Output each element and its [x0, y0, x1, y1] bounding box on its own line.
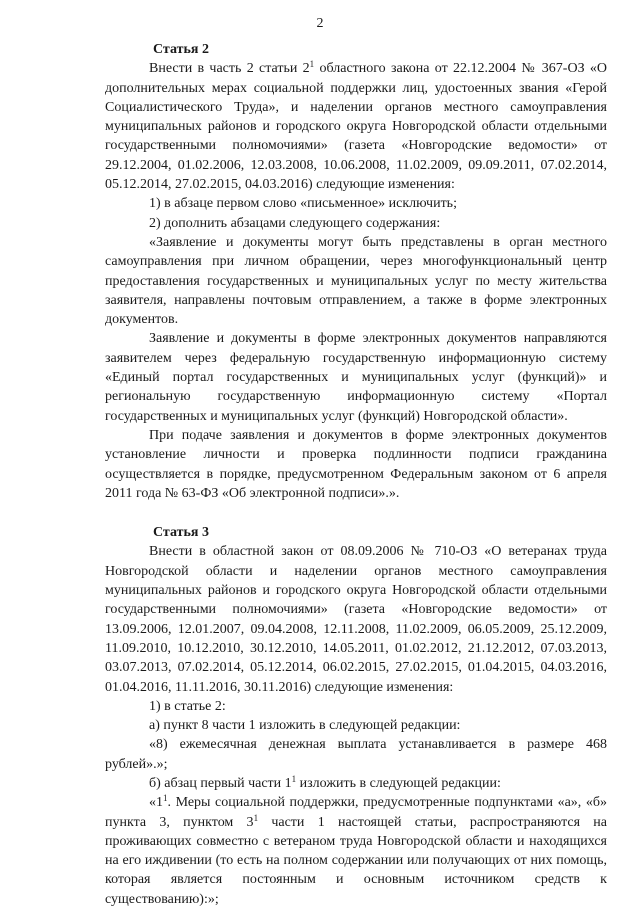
article-3-quote-open: «1 [149, 795, 163, 811]
article-2-quote-paragraph-3: При подаче заявления и документов в форме электронных документов установление личности и проверка подлинности подписи гражданина осуществляется в порядке, предусмотренном Федеральным законом от 6 апреля 2011 года № 63-ФЗ «Об электронной подписи».». [105, 427, 607, 501]
article-3-item-1: 1) в статье 2: [149, 698, 226, 714]
article-2-item-2: 2) дополнить абзацами следующего содержания: [149, 215, 441, 231]
article-3-quote-text: . Меры социальной поддержки, предусмотренные подпунктами «а», «б» пункта 3, пунктом 3 [105, 795, 607, 830]
article-2-intro-text-continued: областного закона от 22.12.2004 № 367-ОЗ «О дополнительных мерах социальной поддержки лиц, удостоенных звания «Герой Социалистического Труда», и наделении органов местного самоуправления муниципальных районов и городского округа Новгородской области отдельными государственными полномочиями» (газета «Новгородские ведомости» от 29.12.2004, 01.02.2006, 12.03.2008, 10.06.2008, 11.02.2009, 09.09.2011, 07.02.2014, 05.12.2014, 27.02.2015, 04.03.2016) следующие изменения: [105, 61, 608, 193]
article-3-intro: Внести в областной закон от 08.09.2006 № 710-ОЗ «О ветеранах труда Новгородской области и наделении органов местного самоуправления муниципальных районов и городского округа Новгородской области отдельными государственными полномочиями» (газета «Новгородские ведомости» от 13.09.2006, 12.01.2007, 09.04.2008, 12.11.2008, 11.02.2009, 06.05.2009, 25.12.2009, 11.09.2010, 10.12.2010, 30.12.2010, 14.05.2011, 01.02.2012, 21.12.2012, 07.03.2013, 03.07.2013, 07.02.2014, 05.12.2014, 06.02.2015, 27.02.2015, 01.04.2015, 04.03.2016, 01.04.2016, 11.11.2016, 30.11.2016) следующие изменения: [105, 544, 607, 695]
article-3-item-b [105, 774, 607, 793]
article-3-quote-point-8: «8) ежемесячная денежная выплата устанавливается в размере 468 рублей».»; [105, 737, 607, 772]
document-body [105, 40, 607, 909]
page-number: 2 [316, 16, 324, 31]
article-2-quote-paragraph-1: «Заявление и документы могут быть представлены в орган местного самоуправления при личном обращении, через многофункциональный центр предоставления государственных и муниципальных услуг по месту жительства заявителя, направлены почтовым отправлением, а также в форме электронных документов. [105, 234, 607, 328]
article-2-heading: Статья 2 [153, 42, 209, 57]
article-3-item-b-text-continued: изложить в следующей редакции: [296, 775, 501, 791]
article-3-quote-superscript-1: 1 [163, 793, 168, 804]
article-3-quote-text-continued: части 1 настоящей статьи, распространяются на проживающих совместно с ветераном труда Новгородской области и находящихся на его иждивении (то есть на полном содержании или получающих от них помощь, которая является постоянным и основным источником средств к существованию):»; [105, 814, 608, 907]
article-3-quote-superscript-2: 1 [253, 812, 259, 823]
article-2-intro [105, 59, 607, 194]
article-2-intro-superscript: 1 [309, 59, 315, 70]
article-3-quote-part-1-1 [105, 793, 607, 909]
article-2-intro-text: Внести в часть 2 статьи 2 [149, 61, 310, 77]
article-2-item-1: 1) в абзаце первом слово «письменное» исключить; [149, 196, 457, 212]
article-3-heading: Статья 3 [153, 525, 209, 541]
article-3-item-a: а) пункт 8 части 1 изложить в следующей редакции: [149, 718, 461, 734]
article-3-item-b-superscript: 1 [291, 773, 297, 784]
article-3-item-b-text: б) абзац первый части 1 [149, 775, 292, 791]
article-2-quote-paragraph-2: Заявление и документы в форме электронных документов направляются заявителем через федеральную государственную информационную систему «Единый портал государственных и муниципальных услуг (функций)» и региональную государственную информационную систему «Портал государственных и муниципальных услуг (функций) Новгородской области». [105, 331, 607, 424]
